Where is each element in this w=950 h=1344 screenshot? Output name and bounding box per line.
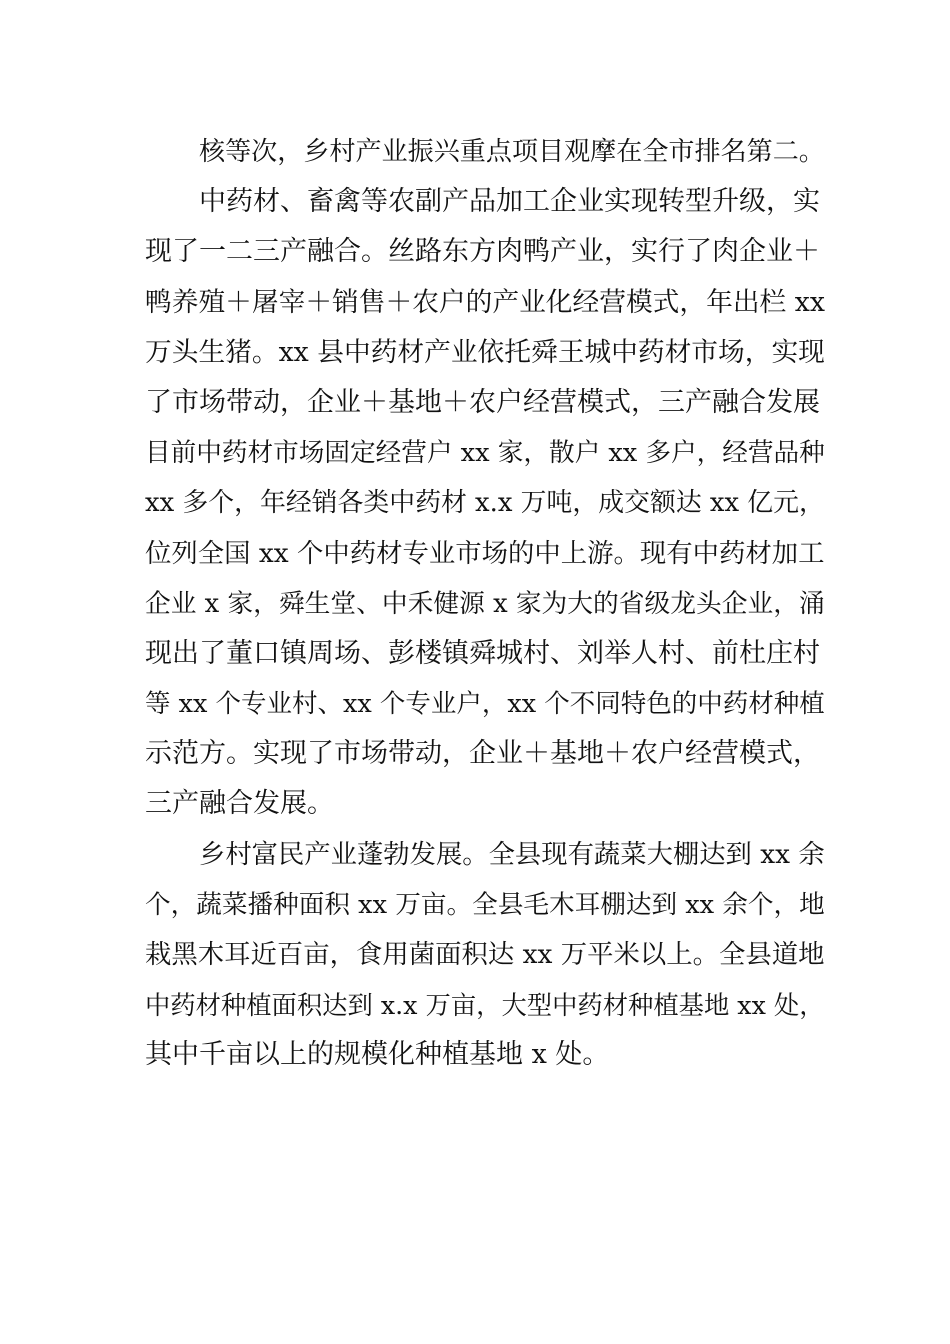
- text-line: xx 多个，年经销各类中药材 x.x 万吨，成交额达 xx 亿元，: [145, 488, 825, 519]
- text-line: 万头生猪。xx 县中药材产业依托舜王城中药材市场，实现: [145, 336, 825, 368]
- text-line: 位列全国 xx 个中药材专业市场的中上游。现有中药材加工: [145, 538, 825, 569]
- text-line: 现出了董口镇周场、彭楼镇舜城村、刘举人村、前杜庄村: [145, 637, 820, 669]
- text-line: 示范方。实现了市场带动，企业＋基地＋农户经营模式，: [145, 738, 820, 770]
- text-line: 其中千亩以上的规模化种植基地 x 处。: [145, 1039, 610, 1071]
- text-line: 个，蔬菜播种面积 xx 万亩。全县毛木耳棚达到 xx 余个，地: [145, 889, 825, 920]
- text-line: 等 xx 个专业村、xx 个专业户，xx 个不同特色的中药材种植: [145, 689, 825, 720]
- text-line: 核等次，乡村产业振兴重点项目观摩在全市排名第二。: [199, 137, 825, 167]
- text-line: 了市场带动，企业＋基地＋农户经营模式，三产融合发展: [145, 386, 820, 418]
- text-line: 栽黑木耳近百亩，食用菌面积达 xx 万平米以上。全县道地: [145, 940, 825, 970]
- text-line: 三产融合发展。: [145, 788, 334, 820]
- text-line: 目前中药材市场固定经营户 xx 家，散户 xx 多户，经营品种: [145, 438, 825, 469]
- text-line: 中药材种植面积达到 x.x 万亩，大型中药材种植基地 xx 处，: [145, 990, 825, 1021]
- body-text: [145, 127, 825, 1081]
- text-line: 现了一二三产融合。丝路东方肉鸭产业，实行了肉企业＋: [145, 236, 820, 268]
- text-line: 企业 x 家，舜生堂、中禾健源 x 家为大的省级龙头企业，涌: [145, 588, 825, 619]
- paragraph-start-line: 乡村富民产业蓬勃发展。全县现有蔬菜大棚达到 xx 余: [199, 839, 825, 870]
- paragraph-start-line: 中药材、畜禽等农副产品加工企业实现转型升级，实: [199, 186, 820, 218]
- text-line: 鸭养殖＋屠宰＋销售＋农户的产业化经营模式，年出栏 xx: [145, 286, 825, 318]
